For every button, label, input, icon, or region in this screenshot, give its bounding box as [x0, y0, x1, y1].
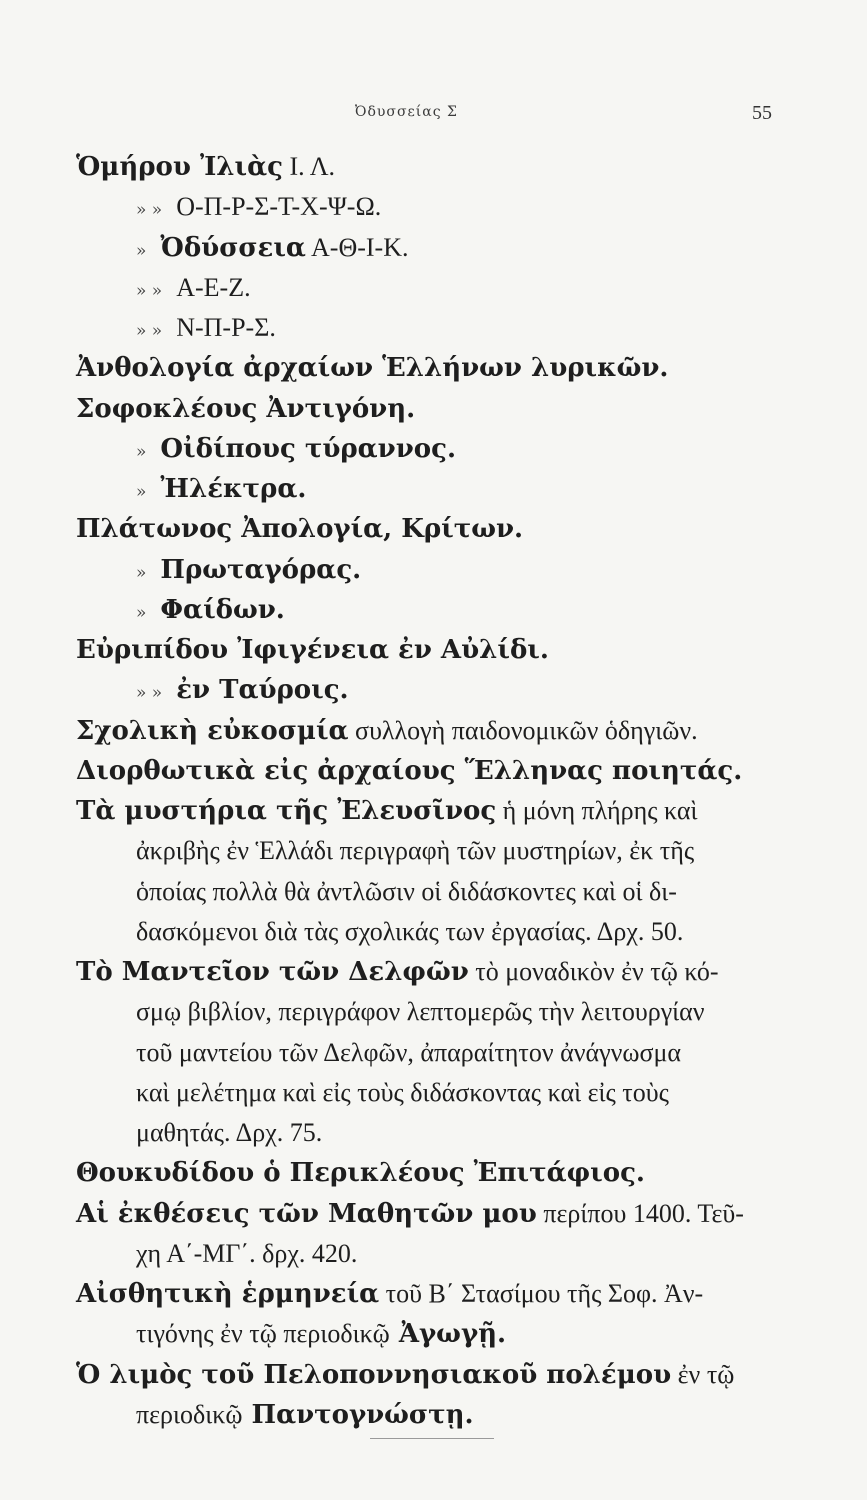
- description-text: Ι. Λ.: [282, 152, 336, 181]
- book-title: Αἰσθητικὴ ἑρμηνεία: [76, 1279, 380, 1309]
- catalogue-line: [76, 716, 698, 746]
- book-title: ἐν Ταύροις.: [176, 675, 349, 705]
- catalogue-line: [76, 635, 549, 665]
- catalogue-line: [136, 1319, 506, 1349]
- catalogue-line: [76, 152, 335, 182]
- description-text: Ο-Π-Ρ-Σ-Τ-Χ-Ψ-Ω.: [176, 192, 382, 221]
- description-text: Α-Ε-Ζ.: [176, 273, 251, 302]
- ditto-mark: » »: [136, 281, 163, 301]
- book-title: Ὀδύσσεια: [160, 233, 306, 263]
- catalogue-line: [136, 1400, 474, 1430]
- catalogue-line: [136, 997, 705, 1027]
- ditto-mark: »: [136, 603, 147, 623]
- book-title: Τὰ μυστήρια τῆς Ἐλευσῖνος: [76, 796, 497, 826]
- catalogue-line: [136, 836, 694, 866]
- description-text: περιοδικῷ: [136, 1400, 243, 1429]
- description-text: χη Α΄-ΜΓ΄. δρχ. 420.: [136, 1239, 358, 1268]
- ditto-mark: »: [136, 482, 147, 502]
- book-title: Πρωταγόρας.: [160, 555, 362, 585]
- catalogue-line: [76, 1199, 744, 1229]
- book-title: Θουκυδίδου ὁ Περικλέους Ἐπιτάφιος.: [76, 1158, 645, 1188]
- catalogue-line: [136, 877, 677, 907]
- catalogue-line: [76, 1158, 645, 1188]
- book-title: Σοφοκλέους Ἀντιγόνη.: [76, 394, 416, 424]
- description-text: σμῳ βιβλίον, περιγράφον λεπτομερῶς τὴν λειτουργίαν: [136, 997, 705, 1026]
- description-text: ἀκριβὴς ἐν Ἑλλάδι περιγραφὴ τῶν μυστηρίων, ἐκ τῆς: [136, 836, 695, 865]
- description-text: τοῦ μαντείου τῶν Δελφῶν, ἀπαραίτητον ἀνάγνωσμα: [136, 1038, 682, 1067]
- book-title: Πλάτωνος Ἀπολογία, Κρίτων.: [76, 514, 524, 544]
- catalogue-line: [76, 514, 523, 544]
- book-title: Ὁμήρου Ἰλιὰς: [76, 152, 283, 182]
- ditto-mark: » »: [136, 683, 163, 703]
- book-title: Φαίδων.: [160, 595, 285, 625]
- book-title: Ἀνθολογία ἀρχαίων Ἑλλήνων λυρικῶν.: [76, 353, 669, 383]
- book-title: Διορθωτικὰ εἰς ἀρχαίους Ἕλληνας ποιητάς.: [76, 756, 743, 786]
- book-title: Εὐριπίδου Ἰφιγένεια ἐν Αὐλίδι.: [76, 635, 549, 665]
- ditto-mark: »: [136, 442, 147, 462]
- page-header: [0, 102, 867, 132]
- catalogue-line: [136, 434, 456, 467]
- description-text: ὁποίας πολλὰ θὰ ἀντλῶσιν οἱ διδάσκοντες καὶ οἱ δι-: [136, 877, 677, 906]
- catalogue-line: [76, 353, 668, 383]
- book-title: Ἀγωγῇ.: [389, 1319, 507, 1349]
- book-title: Αἱ ἐκθέσεις τῶν Μαθητῶν μου: [76, 1199, 537, 1229]
- ditto-mark: » »: [136, 321, 163, 341]
- book-title: Παντογνώστῃ.: [242, 1400, 474, 1430]
- catalogue-line: [136, 1038, 681, 1068]
- book-title: Τὸ Μαντεῖον τῶν Δελφῶν: [76, 957, 469, 987]
- ditto-mark: »: [136, 241, 147, 261]
- description-text: Α-Θ-Ι-Κ.: [305, 233, 409, 262]
- catalogue-line: [76, 1279, 703, 1309]
- catalogue-line: [136, 233, 408, 266]
- catalogue-line: [76, 796, 698, 826]
- description-text: τοῦ Β΄ Στασίμου τῆς Σοφ. Ἀν-: [379, 1279, 704, 1308]
- catalogue-line: [76, 756, 742, 786]
- catalogue-line: [136, 313, 276, 346]
- description-text: συλλογὴ παιδονομικῶν ὁδηγιῶν.: [348, 716, 698, 745]
- running-head: Ὀδυσσείας Σ: [355, 104, 458, 120]
- catalogue-line: [136, 595, 285, 628]
- catalogue-line: [136, 192, 381, 225]
- catalogue-line: [136, 675, 349, 708]
- description-text: δασκόμενοι διὰ τὰς σχολικάς των ἐργασίας. Δρχ. 50.: [136, 917, 684, 946]
- catalogue-line: [136, 1239, 357, 1269]
- bottom-rule: [370, 1438, 494, 1439]
- book-title: Οἰδίπους τύραννος.: [160, 434, 456, 464]
- ditto-mark: »: [136, 563, 147, 583]
- description-text: ἡ μόνη πλήρης καὶ: [496, 796, 698, 825]
- catalogue-line: [136, 273, 251, 306]
- catalogue-line: [76, 394, 415, 424]
- description-text: τὸ μοναδικὸν ἐν τῷ κό-: [468, 957, 719, 986]
- description-text: ἐν τῷ: [671, 1360, 735, 1389]
- catalogue-line: [136, 917, 683, 947]
- description-text: μαθητάς. Δρχ. 75.: [136, 1118, 323, 1147]
- catalogue-line: [76, 1360, 734, 1390]
- catalogue-line: [136, 555, 361, 588]
- book-title: Ἠλέκτρα.: [160, 474, 307, 504]
- catalogue-line: [136, 1118, 322, 1148]
- catalogue-line: [76, 957, 719, 987]
- description-text: τιγόνης ἐν τῷ περιοδικῷ: [136, 1319, 390, 1348]
- ditto-mark: » »: [136, 200, 163, 220]
- description-text: Ν-Π-Ρ-Σ.: [176, 313, 276, 342]
- catalogue-line: [136, 1078, 669, 1108]
- description-text: καὶ μελέτημα καὶ εἰς τοὺς διδάσκοντας καὶ εἰς τοὺς: [136, 1078, 669, 1107]
- description-text: περίπου 1400. Τεῦ-: [536, 1199, 744, 1228]
- page-number: 55: [752, 102, 772, 124]
- book-title: Σχολικὴ εὐκοσμία: [76, 716, 349, 746]
- book-title: Ὁ λιμὸς τοῦ Πελοποννησιακοῦ πολέμου: [76, 1360, 672, 1390]
- catalogue-line: [136, 474, 306, 507]
